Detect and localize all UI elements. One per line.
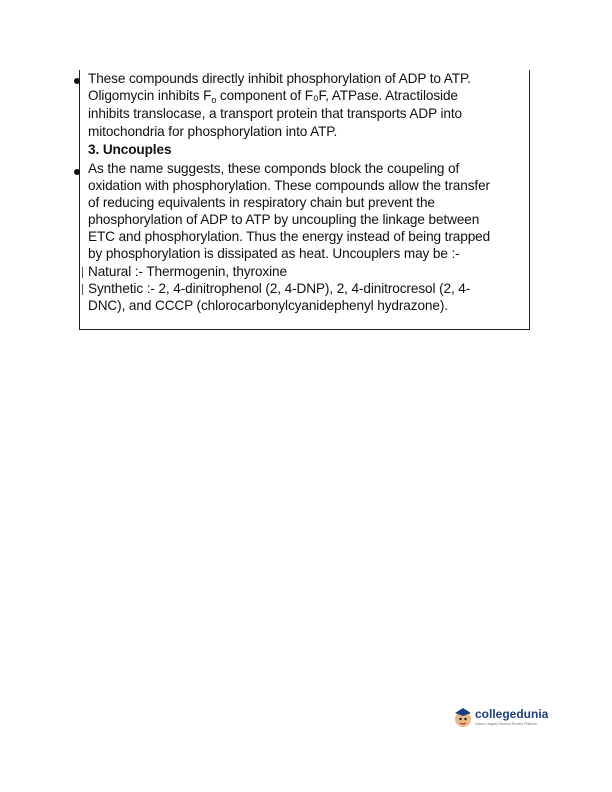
- bullet-icon: [74, 78, 80, 84]
- text-line: These compounds directly inhibit phosphorylation of ADP to ATP.: [88, 71, 471, 86]
- text-line: Synthetic :- 2, 4-dinitrophenol (2, 4-DNP), 2, 4-dinitrocresol (2, 4-: [88, 281, 471, 296]
- text-line: by phosphorylation is dissipated as heat. Uncouplers may be :-: [88, 246, 460, 261]
- list-marker: [82, 267, 83, 278]
- list-marker: [82, 284, 83, 295]
- text-line: Oligomycin inhibits $F_o$ component of F₀F, ATPase. Atractiloside: [88, 88, 458, 105]
- text-line: Natural :- Thermogenin, thyroxine: [88, 264, 287, 279]
- section-heading: 3. Uncouples: [88, 142, 172, 157]
- logo-wordmark: collegedunia: [475, 707, 549, 721]
- text-line: As the name suggests, these componds block the coupeling of: [88, 161, 460, 176]
- text-line: of reducing equivalents in respiratory chain but prevent the: [88, 195, 435, 210]
- text-line: inhibits translocase, a transport protein that transports ADP into: [88, 106, 462, 121]
- text-line: ETC and phosphorylation. Thus the energy instead of being trapped: [88, 229, 491, 244]
- text-line: mitochondria for phosphorylation into ATP.: [88, 124, 338, 139]
- logo-tagline: India's Largest Student Review Platform: [475, 722, 538, 726]
- text-line: DNC), and CCCP (chlorocarbonylcyanidephenyl hydrazone).: [88, 298, 448, 313]
- bullet-icon: [74, 169, 80, 175]
- text-line: oxidation with phosphorylation. These compounds allow the transfer: [88, 178, 490, 193]
- text-line: phosphorylation of ADP to ATP by uncoupling the linkage between: [88, 212, 480, 227]
